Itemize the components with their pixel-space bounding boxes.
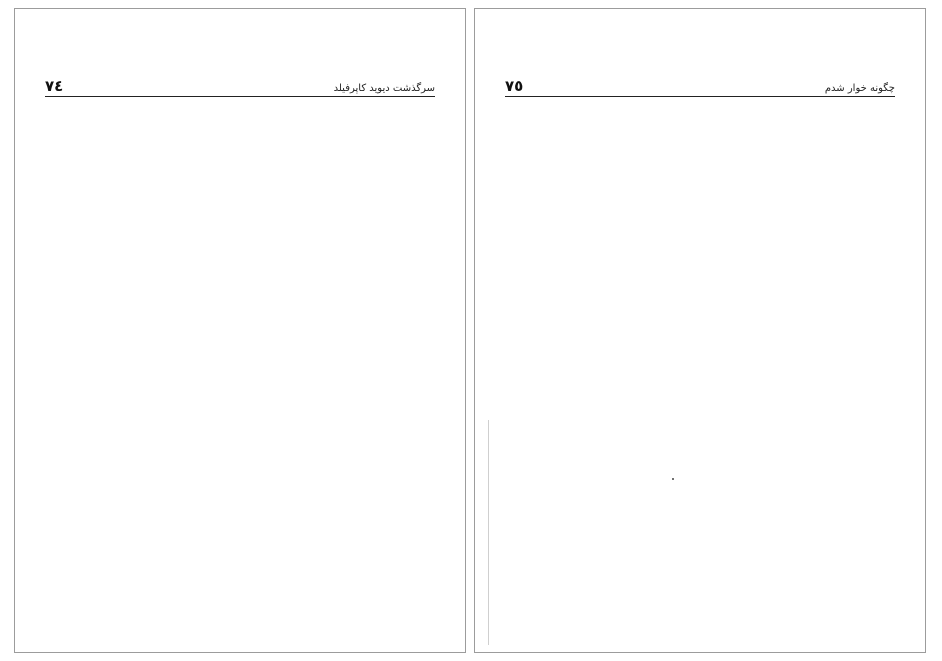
scan-speck [672, 478, 674, 480]
right-page [474, 8, 926, 653]
page-edge-shadow [488, 420, 489, 645]
left-running-header [45, 75, 435, 97]
left-running-title: سرگذشت دیوید کاپرفیلد [333, 83, 435, 94]
right-running-header [505, 75, 895, 97]
right-page-number: ٧٥ [505, 77, 524, 95]
left-page [14, 8, 466, 653]
right-running-title: چگونه خوار شدم [824, 83, 895, 94]
left-page-number: ٧٤ [45, 77, 64, 95]
